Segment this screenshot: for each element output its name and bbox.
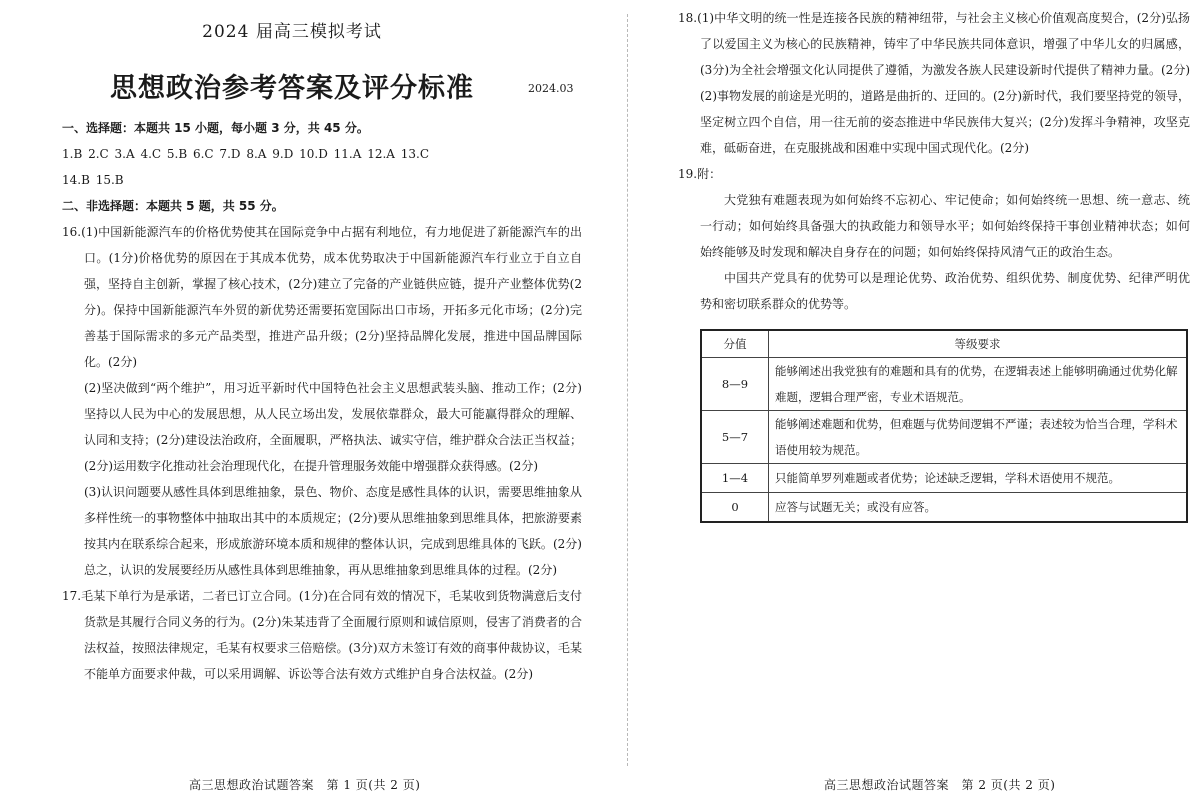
page-two [678, 0, 1190, 806]
score-cell: 0 [701, 493, 769, 523]
section-one-heading: 一、选择题：本题共 15 小题，每小题 3 分，共 45 分。 [62, 121, 369, 135]
page-one-body [62, 115, 582, 687]
requirement-cell: 能够阐述出我党独有的难题和具有的优势，在逻辑表述上能够明确通过优势化解难题，逻辑合理严密，专业术语规范。 [769, 358, 1188, 411]
page-title: 思想政治参考答案及评分标准 [110, 73, 474, 104]
grading-table [700, 329, 1188, 523]
choice-answers-line-2: 14.B 15.B [62, 173, 124, 187]
question-16-part-3: (3)认识问题要从感性具体到思维抽象，景色、物价、态度是感性具体的认识，需要思维抽象从多样性统一的事物整体中抽取出其中的本质规定；(2分)要从思维抽象到思维具体，把旅游要素按其内在联系综合起来，形成旅游环境本质和规律的整体认识，完成到思维具体的飞跃。(2分)总之，认识的发展要经历从感性具体到思维抽象，再从思维抽象到思维具体的过程。(2分) [84, 485, 582, 577]
question-17: 17.毛某下单行为是承诺，二者已订立合同。(1分)在合同有效的情况下，毛某收到货物满意后支付货款是其履行合同义务的行为。(2分)朱某违背了全面履行原则和诚信原则，侵害了消费者的合法权益，按照法律规定，毛某有权要求三倍赔偿。(3分)双方未签订有效的商事仲裁协议，毛某不能单方面要求仲裁，可以采用调解、诉讼等合法有效方式维护自身合法权益。(2分) [62, 589, 582, 681]
page-two-body [678, 5, 1190, 523]
score-header: 分值 [701, 330, 769, 358]
table-row [701, 464, 1187, 493]
table-row [701, 411, 1187, 464]
page-two-footer: 高三思想政治试题答案 第 2 页(共 2 页) [824, 778, 1056, 792]
page-one-footer: 高三思想政治试题答案 第 1 页(共 2 页) [189, 778, 421, 792]
grading-table-header [701, 330, 1187, 358]
exam-date: 2024.03 [528, 82, 574, 95]
question-19-paragraph-2: 中国共产党具有的优势可以是理论优势、政治优势、组织优势、制度优势、纪律严明优势和密切联系群众的优势等。 [700, 271, 1190, 311]
requirement-cell: 应答与试题无关；或没有应答。 [769, 493, 1188, 523]
question-19-label: 19.附： [678, 167, 722, 181]
question-16-part-2: (2)坚决做到“两个维护”，用习近平新时代中国特色社会主义思想武装头脑、推动工作；(2分)坚持以人民为中心的发展思想，从人民立场出发，发展依靠群众，最大可能赢得群众的理解、认同和支持；(2分)建设法治政府，全面履职，严格执法、诚实守信，维护群众合法正当权益；(2分)运用数字化推动社会治理现代化，在提升管理服务效能中增强群众获得感。(2分) [84, 381, 582, 473]
question-19-paragraph-1: 大党独有难题表现为如何始终不忘初心、牢记使命；如何始终统一思想、统一意志、统一行动；如何始终具备强大的执政能力和领导水平；如何始终保持干事创业精神状态；如何始终能够及时发现和解决自身存在的问题；如何始终保持风清气正的政治生态。 [700, 193, 1190, 259]
table-row [701, 493, 1187, 523]
requirement-header: 等级要求 [769, 330, 1188, 358]
section-two-heading: 二、非选择题：本题共 5 题，共 55 分。 [62, 199, 284, 213]
page-one [62, 0, 582, 806]
exam-title: 2024 届高三模拟考试 [202, 22, 382, 42]
question-18-part-1: 18.(1)中华文明的统一性是连接各民族的精神纽带，与社会主义核心价值观高度契合，(2分)弘扬了以爱国主义为核心的民族精神，铸牢了中华民族共同体意识，增强了中华儿女的归属感，(3分)为全社会增强文化认同提供了遵循，为激发各族人民建设新时代提供了精神力量。(2分) [678, 11, 1190, 77]
question-18-part-2: (2)事物发展的前途是光明的，道路是曲折的、迂回的。(2分)新时代，我们要坚持党的领导，坚定树立四个自信，用一往无前的姿态推进中华民族伟大复兴；(2分)发挥斗争精神，攻坚克难，砥砺奋进，在克服挑战和困难中实现中国式现代化。(2分) [700, 89, 1190, 155]
page-divider [627, 14, 628, 766]
score-cell: 5—7 [701, 411, 769, 464]
requirement-cell: 能够阐述难题和优势，但难题与优势间逻辑不严谨；表述较为恰当合理，学科术语使用较为规范。 [769, 411, 1188, 464]
requirement-cell: 只能简单罗列难题或者优势；论述缺乏逻辑，学科术语使用不规范。 [769, 464, 1188, 493]
choice-answers-line-1: 1.B 2.C 3.A 4.C 5.B 6.C 7.D 8.A 9.D 10.D 11.A 12.A 13.C [62, 147, 430, 161]
score-cell: 1—4 [701, 464, 769, 493]
question-16-part-1: 16.(1)中国新能源汽车的价格优势使其在国际竞争中占据有利地位，有力地促进了新能源汽车的出口。(1分)价格优势的原因在于其成本优势，成本优势取决于中国新能源汽车行业立于自立自强，坚持自主创新，掌握了核心技术，(2分)建立了完备的产业链供应链，提升产业整体优势(2分)。保持中国新能源汽车外贸的新优势还需要拓宽国际出口市场，开拓多元化市场；(2分)完善基于国际需求的多元产品类型，推进产品升级；(2分)坚持品牌化发展，推进中国品牌国际化。(2分) [62, 225, 582, 369]
score-cell: 8—9 [701, 358, 769, 411]
table-row [701, 358, 1187, 411]
